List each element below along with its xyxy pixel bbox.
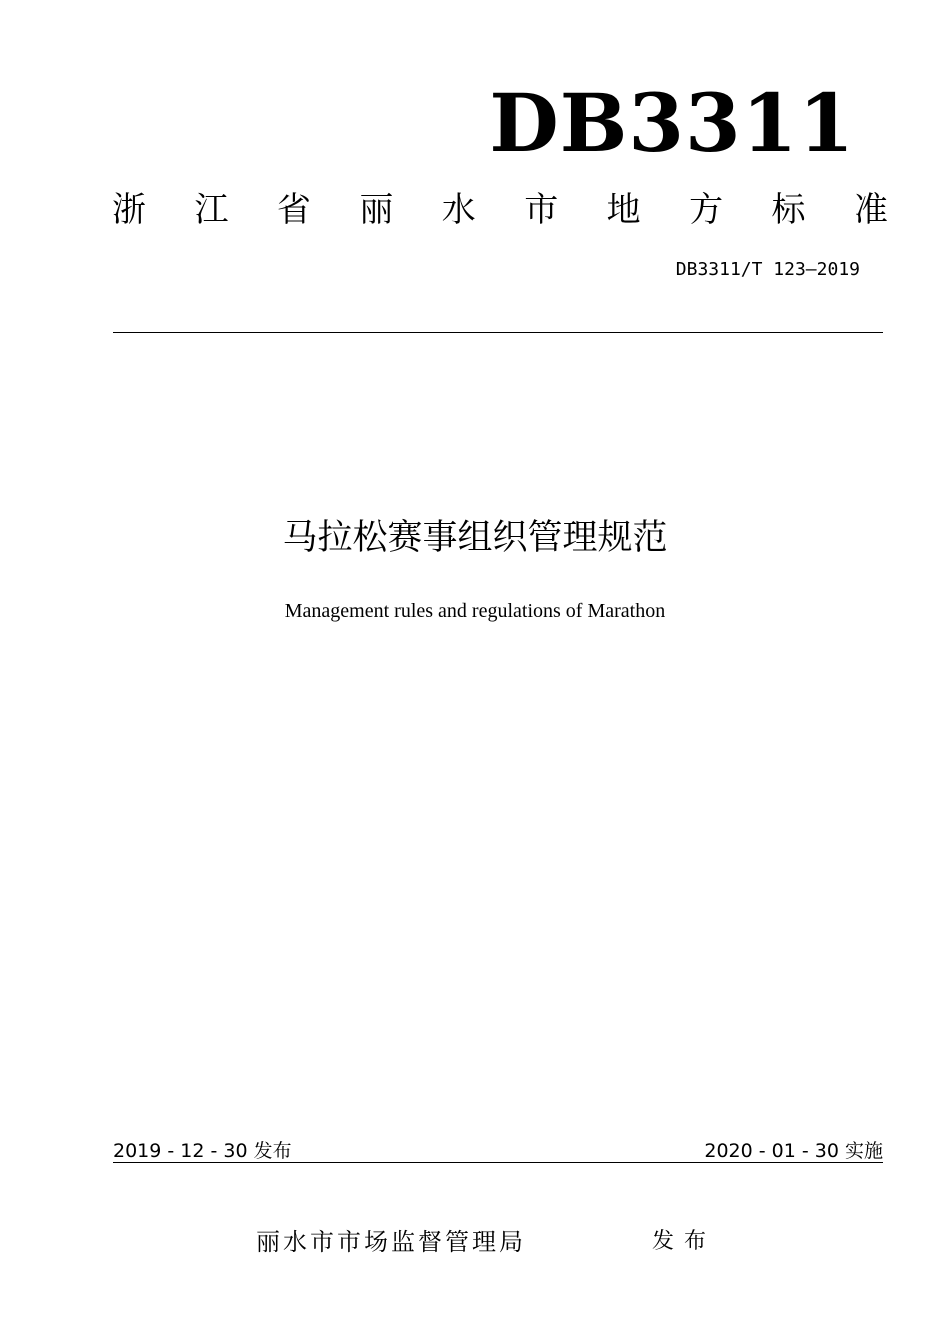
standard-category xyxy=(112,188,888,232)
top-divider xyxy=(113,332,883,333)
category-char: 丽 xyxy=(359,190,394,230)
publisher: 丽水市市场监督管理局 xyxy=(256,1228,526,1256)
category-char: 地 xyxy=(606,190,641,230)
issue-date: 2019 - 12 - 30 发布 xyxy=(113,1140,292,1162)
category-char: 江 xyxy=(194,190,229,230)
document-title-cn: 马拉松赛事组织管理规范 xyxy=(282,518,668,558)
standard-number: DB3311/T 123—2019 xyxy=(675,259,860,280)
category-char: 标 xyxy=(771,190,806,230)
document-title-en: Management rules and regulations of Marathon xyxy=(284,600,666,622)
category-char: 市 xyxy=(524,190,559,230)
date-row xyxy=(113,1138,883,1164)
category-char: 方 xyxy=(689,190,724,230)
category-char: 省 xyxy=(276,190,311,230)
category-char: 准 xyxy=(853,190,888,230)
standard-code: DB3311 xyxy=(489,76,855,170)
implementation-date: 2020 - 01 - 30 实施 xyxy=(704,1140,883,1162)
bottom-divider xyxy=(113,1162,883,1163)
publish-label: 发布 xyxy=(652,1229,717,1254)
category-char: 水 xyxy=(441,190,476,230)
category-char: 浙 xyxy=(112,190,146,230)
